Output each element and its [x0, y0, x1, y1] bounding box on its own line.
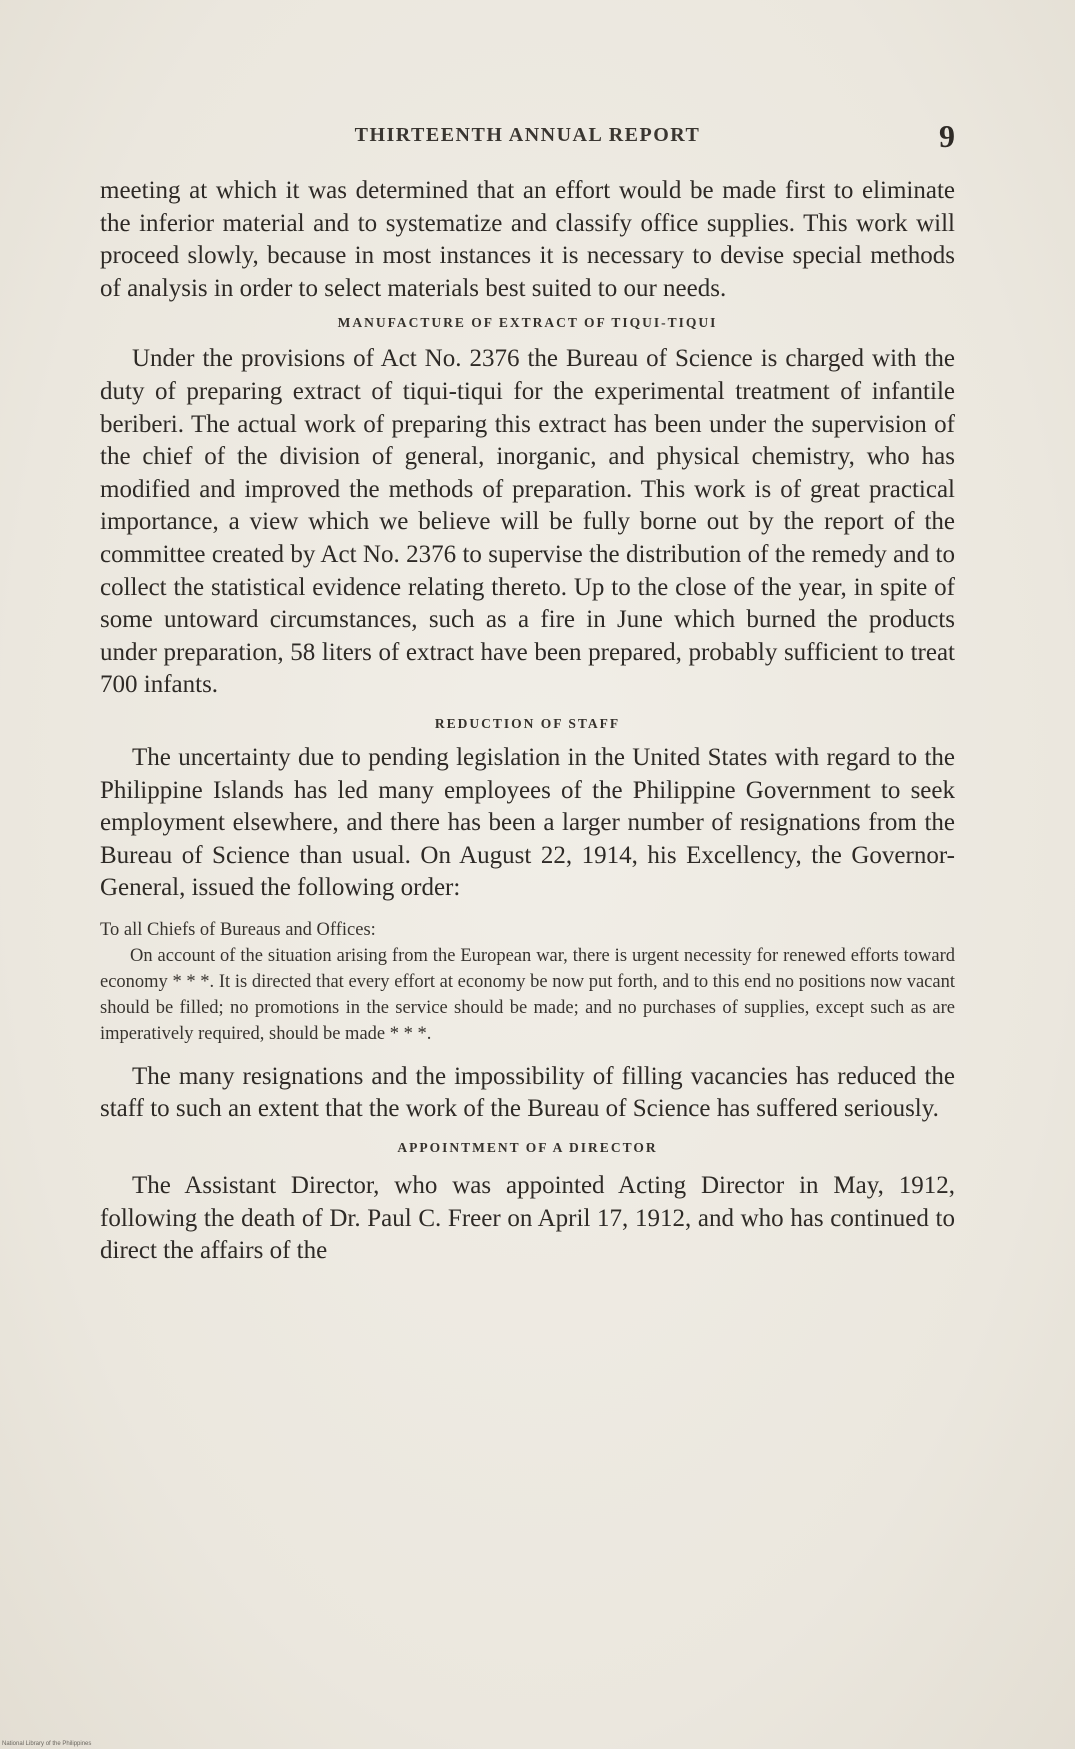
block-quote-order — [100, 917, 955, 1047]
paragraph-resignations: The many resignations and the impossibility of filling vacancies has reduced the staff to such an extent that the work of the Bureau of Science has suffered seriously. — [100, 1062, 955, 1123]
quote-body: On account of the situation arising from the European war, there is urgent necessity for renewed efforts toward economy * * *. It is directed that every effort at economy be now put forth, and to this end no positions now vacant should be filled; no promotions in the service should be made; and no purchases of supplies, except such as are imperatively required, should be made * * *. — [100, 945, 955, 1044]
paragraph-appointment: The Assistant Director, who was appointed Acting Director in May, 1912, following the death of Dr. Paul C. Freer on April 17, 1912, and who has continued to direct the affairs of the — [100, 1172, 955, 1265]
paragraph-tiqui-tiqui: Under the provisions of Act No. 2376 the Bureau of Science is charged with the duty of preparing extract of tiqui-tiqui for the experimental treatment of infantile beriberi. The actual work of preparing this extract has been under the supervision of the chief of the division of general, inorganic, and physical chemistry, who has modified and improved the methods of preparation. This work is of great practical importance, a view which we believe will be fully borne out by the report of the committee created by Act No. 2376 to supervise the distribution of the remedy and to collect the statistical evidence relating thereto. Up to the close of the year, in spite of some untoward circumstances, such as a fire in June which burned the products under preparation, 58 liters of extract have been prepared, probably sufficient to treat 700 infants. — [100, 345, 955, 699]
page-number: 9 — [939, 118, 955, 154]
heading-reduction-of-staff: REDUCTION OF STAFF — [434, 715, 621, 731]
quote-salutation: To all Chiefs of Bureaus and Offices: — [100, 919, 376, 940]
paragraph-continuation: meeting at which it was determined that an effort would be made first to eliminate the inferior material and to systematize and classify office supplies. This work will proceed slowly, because in most instances it is necessary to devise special methods of analysis in order to select materials best suited to our needs. — [100, 177, 955, 302]
heading-appointment-of-director: APPOINTMENT OF A DIRECTOR — [397, 1140, 658, 1156]
page-header — [100, 120, 955, 160]
scan-footer-note: National Library of the Philippines — [2, 1741, 92, 1747]
heading-manufacture-of-extract: MANUFACTURE OF EXTRACT OF TIQUI-TIQUI — [337, 315, 718, 331]
body-text — [100, 175, 955, 1268]
running-head: THIRTEENTH ANNUAL REPORT — [354, 124, 701, 146]
paragraph-reduction-of-staff: The uncertainty due to pending legislation in the United States with regard to the Philippine Islands has led many employees of the Philippine Government to seek employment elsewhere, and there has been a larger number of resignations from the Bureau of Science than usual. On August 22, 1914, his Excellency, the Governor-General, issued the following order: — [100, 743, 955, 902]
